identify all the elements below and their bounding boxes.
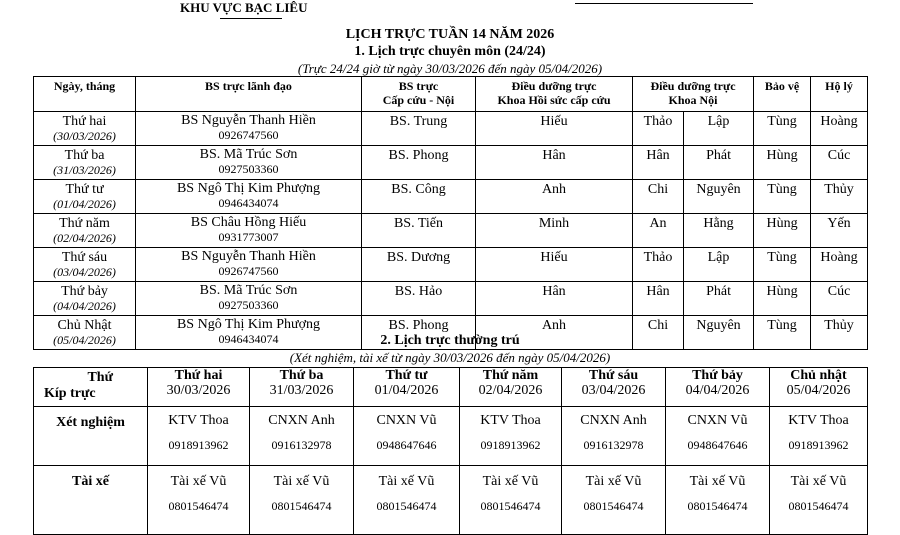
lab-phone: 0916132978 [271,438,332,452]
icu-nurse-cell: Anh [476,316,633,350]
er-doctor-cell: BS. Công [362,180,476,214]
day-name: Thứ năm [59,216,110,231]
section2-subtitle: (Xét nghiệm, tài xế từ ngày 30/03/2026 đến ngày 05/04/2026) [289,350,611,365]
guard-cell: Tùng [754,112,811,146]
driver-name: Tài xế Vũ [482,474,539,489]
day-name: Thứ sáu [61,250,108,265]
driver-cell [460,466,562,535]
day-name: Thứ ba [64,148,105,163]
col-icu-line2: Khoa Hồi sức cấp cứu [497,93,611,107]
day-header [250,368,354,407]
region-text: KHU VỰC BẠC LIÊU [180,0,308,15]
lead-cell [136,146,362,180]
lab-cell [666,407,770,466]
day-header [460,368,562,407]
internal-nurse-2-cell: Lập [684,248,754,282]
internal-nurse-2-cell: Lập [684,112,754,146]
col-icu [476,77,633,112]
lab-phone: 0948647646 [687,438,748,452]
internal-nurse-2-cell: Hằng [684,214,754,248]
icu-nurse-cell: Hiếu [476,112,633,146]
internal-nurse-1-cell: Chi [633,316,684,350]
table-row [34,248,868,282]
col-internal [633,77,754,112]
schedule-title: LỊCH TRỰC TUẦN 14 NĂM 2026 [345,27,555,42]
corner-bottom: Kíp trực [44,386,96,401]
day-header-name: Chủ nhật [790,368,847,383]
icu-nurse-cell: Anh [476,180,633,214]
guard-cell: Hùng [754,214,811,248]
day-cell [34,282,136,316]
orderly-cell: Hoàng [811,248,868,282]
day-header [354,368,460,407]
day-name: Thứ hai [62,114,107,129]
lead-phone: 0927503360 [218,298,279,312]
day-header-name: Thứ sáu [588,368,639,383]
er-doctor-cell: BS. Dương [362,248,476,282]
internal-nurse-1-cell: An [633,214,684,248]
lab-name: CNXN Anh [268,413,335,428]
lab-cell [354,407,460,466]
day-header-date: 05/04/2026 [786,383,851,398]
lab-phone: 0916132978 [583,438,644,452]
guard-cell: Tùng [754,316,811,350]
day-cell [34,248,136,282]
table-row [34,180,868,214]
lead-phone: 0946434074 [218,196,279,210]
guard-cell: Hùng [754,282,811,316]
lab-cell [148,407,250,466]
col-er-line1: BS trực [398,79,439,93]
table1-header-row [34,77,868,112]
driver-cell [562,466,666,535]
driver-name: Tài xế Vũ [273,474,330,489]
lab-name: KTV Thoa [788,413,849,428]
lab-name: CNXN Vũ [687,413,748,428]
guard-cell: Tùng [754,248,811,282]
lab-name: CNXN Anh [580,413,647,428]
col-icu-line1: Điều dưỡng trực [511,79,597,93]
driver-cell [250,466,354,535]
er-doctor-cell: BS. Phong [362,316,476,350]
lab-phone: 0948647646 [376,438,437,452]
lead-phone: 0926747560 [218,264,279,278]
section1-subtitle: (Trực 24/24 giờ từ ngày 30/03/2026 đến ngày 05/04/2026) [297,61,603,76]
day-header-name: Thứ năm [482,368,539,383]
day-name: Thứ bảy [61,284,108,299]
lead-name: BS Nguyễn Thanh Hiền [181,249,316,264]
day-header-date: 31/03/2026 [269,383,334,398]
lead-name: BS Châu Hồng Hiếu [190,215,307,230]
day-header [562,368,666,407]
corner-top: Thứ [87,370,113,385]
lead-phone: 0946434074 [218,332,279,346]
region-underline [220,18,282,19]
day-cell [34,180,136,214]
day-header-name: Thứ ba [279,368,324,383]
day-header-date: 03/04/2026 [581,383,646,398]
orderly-cell: Yến [811,214,868,248]
driver-phone: 0801546474 [271,499,332,513]
lead-name: BS Ngô Thị Kim Phượng [176,317,321,332]
driver-name: Tài xế Vũ [378,474,435,489]
icu-nurse-cell: Minh [476,214,633,248]
driver-cell [666,466,770,535]
lead-name: BS Ngô Thị Kim Phượng [176,181,321,196]
resident-duty-table [33,367,868,535]
day-header-date: 30/03/2026 [166,383,231,398]
day-cell [34,214,136,248]
lead-cell [136,282,362,316]
col-guard: Bảo vệ [754,77,811,112]
lab-name: KTV Thoa [168,413,229,428]
table-row [34,282,868,316]
lab-phone: 0918913962 [480,438,541,452]
driver-cell [354,466,460,535]
col-orderly: Hộ lý [811,77,868,112]
day-date: (05/04/2026) [53,333,116,347]
day-header [770,368,868,407]
driver-row [34,466,868,535]
col-er-line2: Cấp cứu - Nội [382,93,455,107]
internal-nurse-2-cell: Phát [684,282,754,316]
lead-name: BS Nguyễn Thanh Hiền [181,113,316,128]
region-name [180,0,308,16]
lab-name: KTV Thoa [480,413,541,428]
driver-phone: 0801546474 [480,499,541,513]
lead-cell [136,214,362,248]
day-name: Thứ tư [65,182,104,197]
lab-cell [770,407,868,466]
day-header-date: 04/04/2026 [685,383,750,398]
internal-nurse-1-cell: Thảo [633,248,684,282]
top-right-line [575,3,753,4]
day-date: (01/04/2026) [53,197,116,211]
day-header-name: Thứ tư [385,368,428,383]
guard-cell: Hùng [754,146,811,180]
driver-name: Tài xế Vũ [790,474,847,489]
driver-phone: 0801546474 [168,499,229,513]
internal-nurse-1-cell: Thảo [633,112,684,146]
day-date: (31/03/2026) [53,163,116,177]
lab-row [34,407,868,466]
day-header [148,368,250,407]
lab-phone: 0918913962 [788,438,849,452]
lab-cell [562,407,666,466]
day-header-name: Thứ hai [174,368,223,383]
lab-cell [460,407,562,466]
driver-phone: 0801546474 [376,499,437,513]
lead-phone: 0926747560 [218,128,279,142]
internal-nurse-1-cell: Hân [633,146,684,180]
day-cell [34,146,136,180]
driver-name: Tài xế Vũ [170,474,227,489]
day-date: (30/03/2026) [53,129,116,143]
lab-name: CNXN Vũ [376,413,437,428]
day-date: (02/04/2026) [53,231,116,245]
col-day: Ngày, tháng [34,77,136,112]
table-row [34,214,868,248]
driver-cell [148,466,250,535]
table-row [34,112,868,146]
duty-schedule-table [33,76,868,350]
day-cell [34,112,136,146]
col-int-line1: Điều dưỡng trực [650,79,736,93]
table2-header-row [34,368,868,407]
lab-cell [250,407,354,466]
driver-phone: 0801546474 [788,499,849,513]
table-row [34,146,868,180]
day-header [666,368,770,407]
orderly-cell: Hoàng [811,112,868,146]
icu-nurse-cell: Hân [476,146,633,180]
internal-nurse-2-cell: Phát [684,146,754,180]
lead-cell [136,112,362,146]
driver-name: Tài xế Vũ [585,474,642,489]
orderly-cell: Thủy [811,180,868,214]
orderly-cell: Thủy [811,316,868,350]
er-doctor-cell: BS. Tiến [362,214,476,248]
col-int-line2: Khoa Nội [668,93,718,107]
day-header-date: 01/04/2026 [374,383,439,398]
col-lead: BS trực lãnh đạo [136,77,362,112]
lead-phone: 0927503360 [218,162,279,176]
lead-cell [136,248,362,282]
driver-label: Tài xế [34,466,148,535]
section2-title: 2. Lịch trực thường trú [380,333,520,348]
lead-cell [136,180,362,214]
internal-nurse-1-cell: Chi [633,180,684,214]
er-doctor-cell: BS. Trung [362,112,476,146]
day-header-name: Thứ bảy [692,368,743,383]
orderly-cell: Cúc [811,146,868,180]
section1-title: 1. Lịch trực chuyên môn (24/24) [354,44,546,59]
driver-phone: 0801546474 [583,499,644,513]
lead-name: BS. Mã Trúc Sơn [199,147,298,162]
er-doctor-cell: BS. Hảo [362,282,476,316]
lead-name: BS. Mã Trúc Sơn [199,283,298,298]
er-doctor-cell: BS. Phong [362,146,476,180]
day-name: Chủ Nhật [57,318,112,333]
lab-label: Xét nghiệm [34,407,148,466]
col-er [362,77,476,112]
driver-name: Tài xế Vũ [689,474,746,489]
day-date: (04/04/2026) [53,299,116,313]
driver-cell [770,466,868,535]
icu-nurse-cell: Hiếu [476,248,633,282]
lab-phone: 0918913962 [168,438,229,452]
day-date: (03/04/2026) [53,265,116,279]
corner-cell [34,368,148,407]
orderly-cell: Cúc [811,282,868,316]
internal-nurse-2-cell: Nguyên [684,180,754,214]
day-header-date: 02/04/2026 [478,383,543,398]
internal-nurse-1-cell: Hân [633,282,684,316]
internal-nurse-2-cell: Nguyên [684,316,754,350]
icu-nurse-cell: Hân [476,282,633,316]
lead-phone: 0931773007 [218,230,279,244]
guard-cell: Tùng [754,180,811,214]
driver-phone: 0801546474 [687,499,748,513]
